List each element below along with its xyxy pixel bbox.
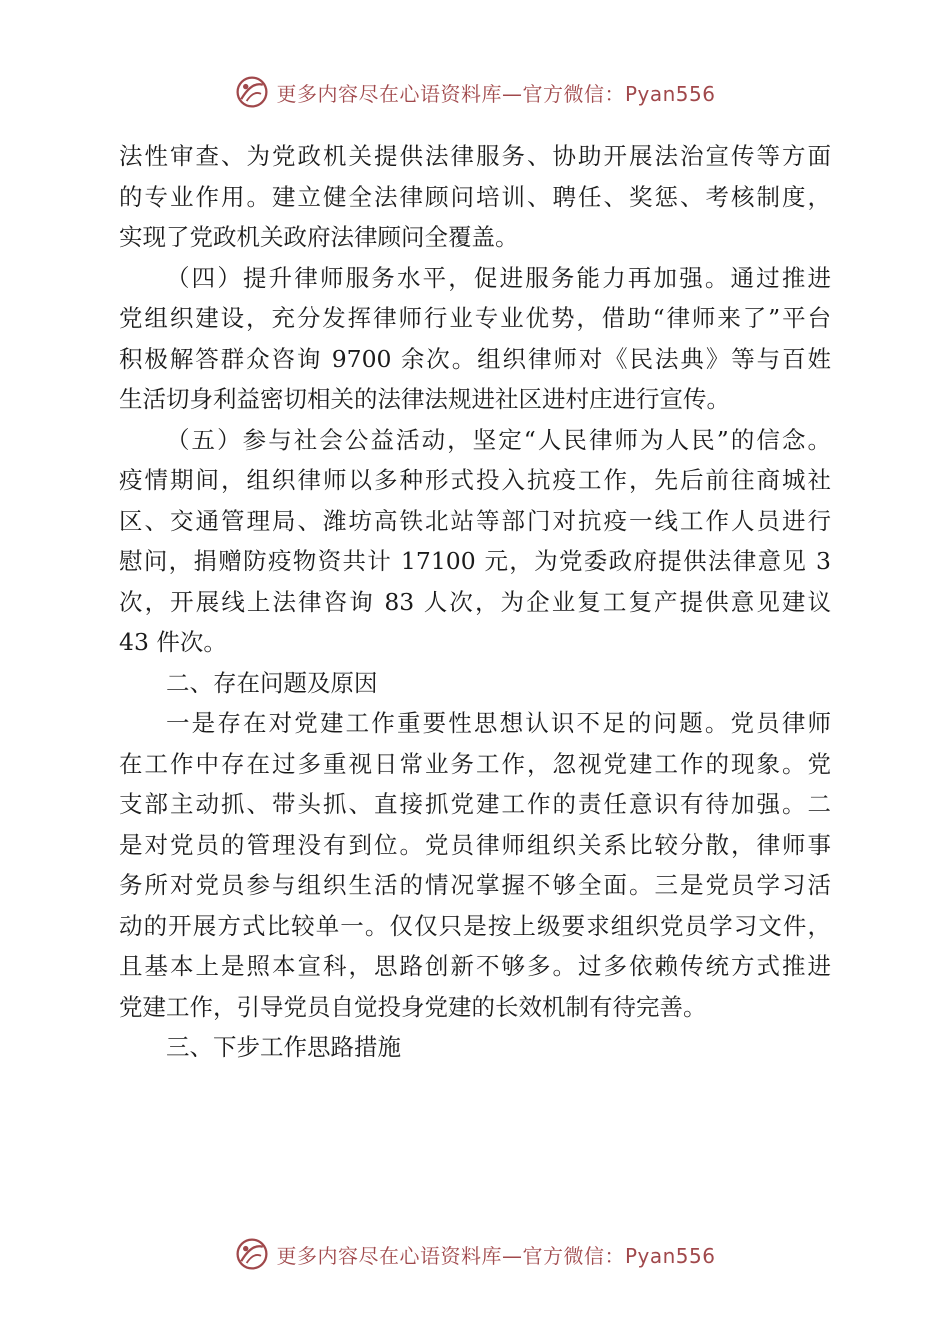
paragraph-line: 务所对党员参与组织生活的情况掌握不够全面。三是党员学习活	[119, 871, 831, 899]
paragraph-line: 一是存在对党建工作重要性思想认识不足的问题。党员律师	[166, 709, 831, 737]
footer-watermark-text: 更多内容尽在心语资料库—官方微信：Pyan556	[276, 1243, 716, 1268]
brand-logo-icon	[234, 1236, 270, 1272]
paragraph-line: 43 件次。	[119, 628, 227, 656]
section-heading: 三、下步工作思路措施	[166, 1033, 401, 1061]
paragraph-line: 且基本上是照本宣科，思路创新不够多。过多依赖传统方式推进	[119, 952, 831, 980]
paragraph-line: 动的开展方式比较单一。仅仅只是按上级要求组织党员学习文件，	[119, 911, 831, 940]
paragraph-line: 党组织建设，充分发挥律师行业专业优势，借助“律师来了”平台	[119, 304, 831, 332]
paragraph-line: 的专业作用。建立健全法律顾问培训、聘任、奖惩、考核制度，	[119, 182, 831, 211]
paragraph-line: 慰问，捐赠防疫物资共计 17100 元，为党委政府提供法律意见 3	[119, 547, 831, 575]
paragraph-line: 区、交通管理局、潍坊高铁北站等部门对抗疫一线工作人员进行	[119, 506, 831, 535]
paragraph-line: （五）参与社会公益活动，坚定“人民律师为人民”的信念。	[166, 425, 831, 454]
brand-logo-icon	[234, 74, 270, 110]
header-watermark	[0, 70, 950, 114]
paragraph-line: 党建工作，引导党员自觉投身党建的长效机制有待完善。	[119, 992, 707, 1021]
section-heading: 二、存在问题及原因	[166, 668, 378, 697]
paragraph-line: 法性审查、为党政机关提供法律服务、协助开展法治宣传等方面	[119, 142, 831, 170]
paragraph-line: 支部主动抓、带头抓、直接抓党建工作的责任意识有待加强。二	[119, 790, 831, 818]
paragraph-line: 疫情期间，组织律师以多种形式投入抗疫工作，先后前往商城社	[119, 466, 831, 494]
paragraph-line: 实现了党政机关政府法律顾问全覆盖。	[119, 223, 519, 251]
paragraph-line: （四）提升律师服务水平，促进服务能力再加强。通过推进	[166, 263, 831, 292]
document-body	[119, 136, 831, 1068]
header-watermark-text: 更多内容尽在心语资料库—官方微信：Pyan556	[276, 81, 716, 106]
paragraph-line: 积极解答群众咨询 9700 余次。组织律师对《民法典》等与百姓	[119, 344, 831, 373]
paragraph-line: 生活切身利益密切相关的法律法规进社区进村庄进行宣传。	[119, 385, 730, 413]
paragraph-line: 是对党员的管理没有到位。党员律师组织关系比较分散，律师事	[119, 830, 831, 859]
footer-watermark	[0, 1232, 950, 1276]
paragraph-line: 次，开展线上法律咨询 83 人次，为企业复工复产提供意见建议	[119, 587, 831, 616]
paragraph-line: 在工作中存在过多重视日常业务工作，忽视党建工作的现象。党	[119, 749, 831, 778]
